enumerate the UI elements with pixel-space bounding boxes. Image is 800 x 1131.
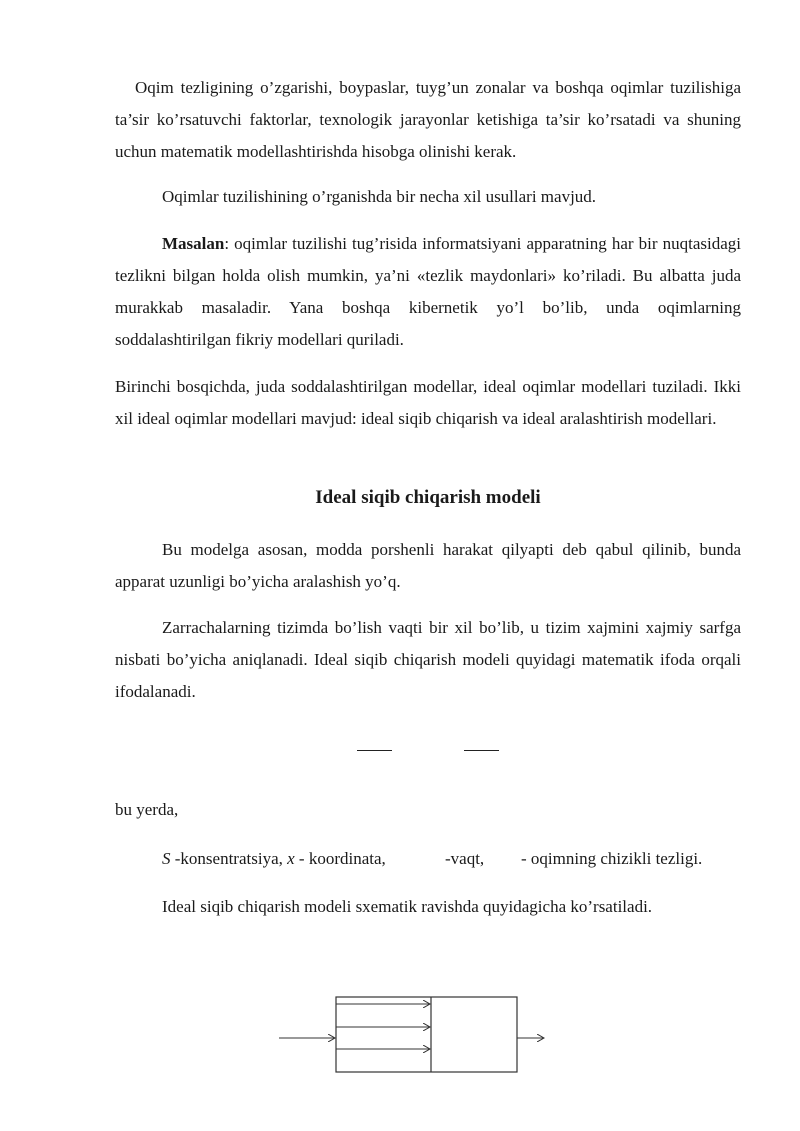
def-time: -vaqt,: [445, 849, 485, 868]
def-velocity: - oqimning chizikli tezligi.: [521, 849, 703, 868]
paragraph-methods: Oqimlar tuzilishining o’rganishda bir necha xil usullari mavjud.: [162, 187, 597, 206]
var-s: S: [162, 849, 171, 868]
paragraph-model-basis: Bu modelga asosan, modda porshenli harakat qilyapti deb qabul qilinib, bunda apparat uzunligi bo’yicha aralashish yo’q.: [115, 540, 741, 591]
paragraph-residence-time: Zarrachalarning tizimda bo’lish vaqti bir xil bo’lib, u tizim xajmini xajmiy sarfga nisbati bo’yicha aniqlanadi. Ideal siqib chiqarish modeli quyidagi matematik ifoda orqali ifodalanadi.: [115, 618, 741, 701]
example-text: : oqimlar tuzilishi tug’risida informatsiyani apparatning har bir nuqtasidagi tezlikni bilgan holda olish mumkin, ya’ni «tezlik maydonlari» ko’riladi. Bu albatta juda murakkab masaladir. Yana boshqa kibernetik yo’l bo’lib, unda oqimlarning soddalashtirilgan fikriy modellari quriladi.: [115, 234, 741, 349]
var-x: x: [287, 849, 295, 868]
where-label: bu yerda,: [115, 800, 179, 819]
def-x-text: - koordinata,: [294, 849, 386, 868]
def-s-text: -konsentratsiya,: [170, 849, 288, 868]
apparatus-box: [336, 997, 517, 1072]
paragraph-schematic-intro: Ideal siqib chiqarish modeli sxematik ravishda quyidagicha ko’rsatiladi.: [162, 897, 653, 916]
paragraph-flow-factors: Oqim tezligining o’zgarishi, boypaslar, tuyg’un zonalar va boshqa oqimlar tuzilishiga ta’sir ko’rsatuvchi faktorlar, texnologik jarayonlar ketishiga ta’sir ko’rsatadi va shuning uchun matematik modellashtirishda hisobga olinishi kerak.: [115, 78, 741, 161]
section-heading: Ideal siqib chiqarish modeli: [315, 487, 541, 508]
example-label: Masalan: [162, 234, 225, 253]
paragraph-first-stage: Birinchi bosqichda, juda soddalashtirilgan modellar, ideal oqimlar modellari tuziladi. Ikki xil ideal oqimlar modellari mavjud: ideal siqib chiqarish va ideal aralashtirish modellari.: [115, 377, 741, 428]
